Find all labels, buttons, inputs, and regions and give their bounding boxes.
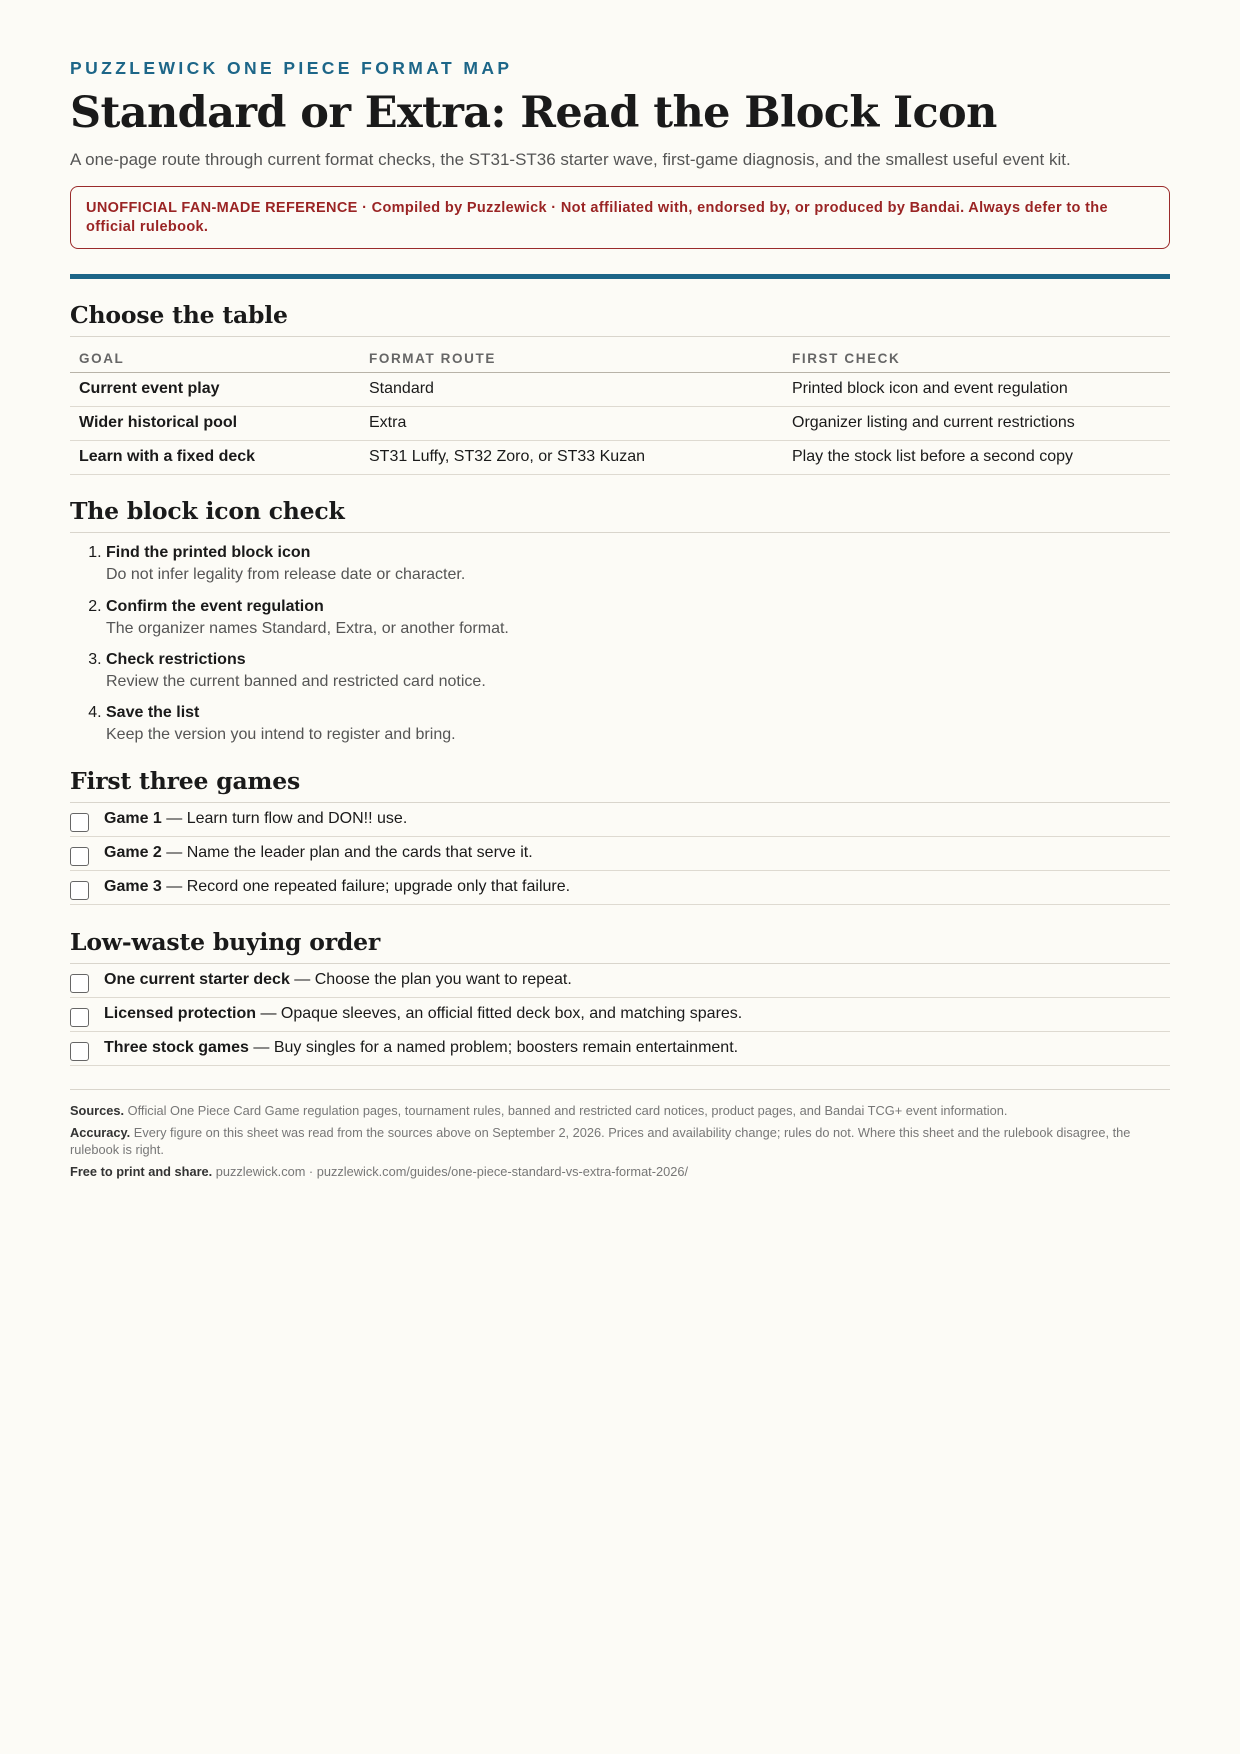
checkbox[interactable] xyxy=(70,813,89,832)
checklist-detail: — Record one repeated failure; upgrade only that failure. xyxy=(161,878,571,896)
step-item xyxy=(106,703,1170,744)
checkbox[interactable] xyxy=(70,1008,89,1027)
table-cell-goal: Wider historical pool xyxy=(70,407,360,441)
first-games-section xyxy=(70,767,1170,905)
checklist-label: Game 2 xyxy=(104,844,162,862)
disclaimer-notice: UNOFFICIAL FAN-MADE REFERENCE · Compiled by Puzzlewick · Not affiliated with, endorsed by, or produced by Bandai. Always defer to the official rulebook. xyxy=(70,186,1170,249)
checklist-label: Licensed protection xyxy=(104,1005,257,1023)
checklist-text xyxy=(104,844,533,862)
step-description: Do not infer legality from release date or character. xyxy=(106,566,466,584)
checklist-text xyxy=(104,878,570,896)
page-subtitle: A one-page route through current format checks, the ST31-ST36 starter wave, first-game diagnosis, and the smallest useful event kit. xyxy=(70,150,1071,170)
checklist-item xyxy=(70,837,1170,871)
section-heading: The block icon check xyxy=(70,497,1170,533)
step-description: The organizer names Standard, Extra, or another format. xyxy=(106,619,509,637)
table-row xyxy=(70,407,1170,441)
step-title: 2. Confirm the event regulation xyxy=(106,597,324,615)
steps-list xyxy=(70,543,1170,745)
table-header-row xyxy=(70,337,1170,373)
table-cell-check: Play the stock list before a second copy xyxy=(783,441,1170,475)
table-row xyxy=(70,373,1170,407)
table-cell-goal: Learn with a fixed deck xyxy=(70,441,360,475)
checklist-label: Three stock games xyxy=(104,1039,249,1057)
footer-label: Accuracy. xyxy=(70,1124,131,1140)
page-title: Standard or Extra: Read the Block Icon xyxy=(70,88,997,138)
footer-sources xyxy=(70,1102,1170,1120)
table-cell-check: Organizer listing and current restrictions xyxy=(783,407,1170,441)
format-table xyxy=(70,337,1170,475)
step-item xyxy=(106,543,1170,584)
column-header-goal: GOAL xyxy=(70,337,360,373)
section-heading: First three games xyxy=(70,767,1170,803)
checklist-label: Game 1 xyxy=(104,810,162,828)
checklist-text xyxy=(104,971,572,989)
checklist-detail: — Learn turn flow and DON!! use. xyxy=(161,810,408,828)
checkbox[interactable] xyxy=(70,974,89,993)
checkbox[interactable] xyxy=(70,1042,89,1061)
checklist-detail: — Name the leader plan and the cards that serve it. xyxy=(161,844,533,862)
section-heading: Low-waste buying order xyxy=(70,928,1170,964)
step-title: 3. Check restrictions xyxy=(106,650,246,668)
header-divider xyxy=(70,274,1170,279)
checklist-item xyxy=(70,803,1170,837)
column-header-first-check: FIRST CHECK xyxy=(783,337,1170,373)
footer-label: Free to print and share. xyxy=(70,1164,213,1180)
table-cell-route: ST31 Luffy, ST32 Zoro, or ST33 Kuzan xyxy=(360,441,783,475)
footer-text: puzzlewick.com · puzzlewick.com/guides/one-piece-standard-vs-extra-format-2026/ xyxy=(212,1164,689,1180)
footer-text: Official One Piece Card Game regulation pages, tournament rules, banned and restricted card notices, product pages, and Bandai TCG+ event information. xyxy=(124,1102,1008,1118)
footer-share xyxy=(70,1163,1170,1181)
checklist-label: One current starter deck xyxy=(104,971,290,989)
step-title: 1. Find the printed block icon xyxy=(106,544,311,562)
checkbox[interactable] xyxy=(70,881,89,900)
checklist-detail: — Opaque sleeves, an official fitted deck box, and matching spares. xyxy=(256,1005,743,1023)
footer-label: Sources. xyxy=(70,1102,125,1118)
table-cell-check: Printed block icon and event regulation xyxy=(783,373,1170,407)
column-header-format-route: FORMAT ROUTE xyxy=(360,337,783,373)
choose-table-section xyxy=(70,301,1170,475)
checklist-text xyxy=(104,810,407,828)
checklist-item xyxy=(70,871,1170,905)
footer-accuracy xyxy=(70,1124,1170,1160)
footer xyxy=(70,1089,1170,1182)
checklist-item xyxy=(70,998,1170,1032)
step-item xyxy=(106,650,1170,691)
table-cell-route: Standard xyxy=(360,373,783,407)
step-title: 4. Save the list xyxy=(106,704,200,722)
checkbox[interactable] xyxy=(70,847,89,866)
step-item xyxy=(106,597,1170,638)
block-icon-check-section xyxy=(70,497,1170,745)
footer-text: Every figure on this sheet was read from the sources above on September 2, 2026. Prices and availability change; rules do not. Where this sheet and the rulebook disagree, the rulebook is right. xyxy=(70,1124,1131,1158)
checklist-text xyxy=(104,1005,742,1023)
checklist-label: Game 3 xyxy=(104,878,162,896)
table-cell-goal: Current event play xyxy=(70,373,360,407)
table-cell-route: Extra xyxy=(360,407,783,441)
checklist-item xyxy=(70,1032,1170,1066)
checklist-detail: — Choose the plan you want to repeat. xyxy=(289,971,572,989)
checklist-detail: — Buy singles for a named problem; boosters remain entertainment. xyxy=(248,1039,739,1057)
checklist-item xyxy=(70,964,1170,998)
buying-order-section xyxy=(70,928,1170,1066)
section-heading: Choose the table xyxy=(70,301,1170,337)
step-description: Keep the version you intend to register and bring. xyxy=(106,726,456,744)
step-description: Review the current banned and restricted card notice. xyxy=(106,673,486,691)
checklist-text xyxy=(104,1039,738,1057)
table-row xyxy=(70,441,1170,475)
kicker: PUZZLEWICK ONE PIECE FORMAT MAP xyxy=(70,58,513,78)
